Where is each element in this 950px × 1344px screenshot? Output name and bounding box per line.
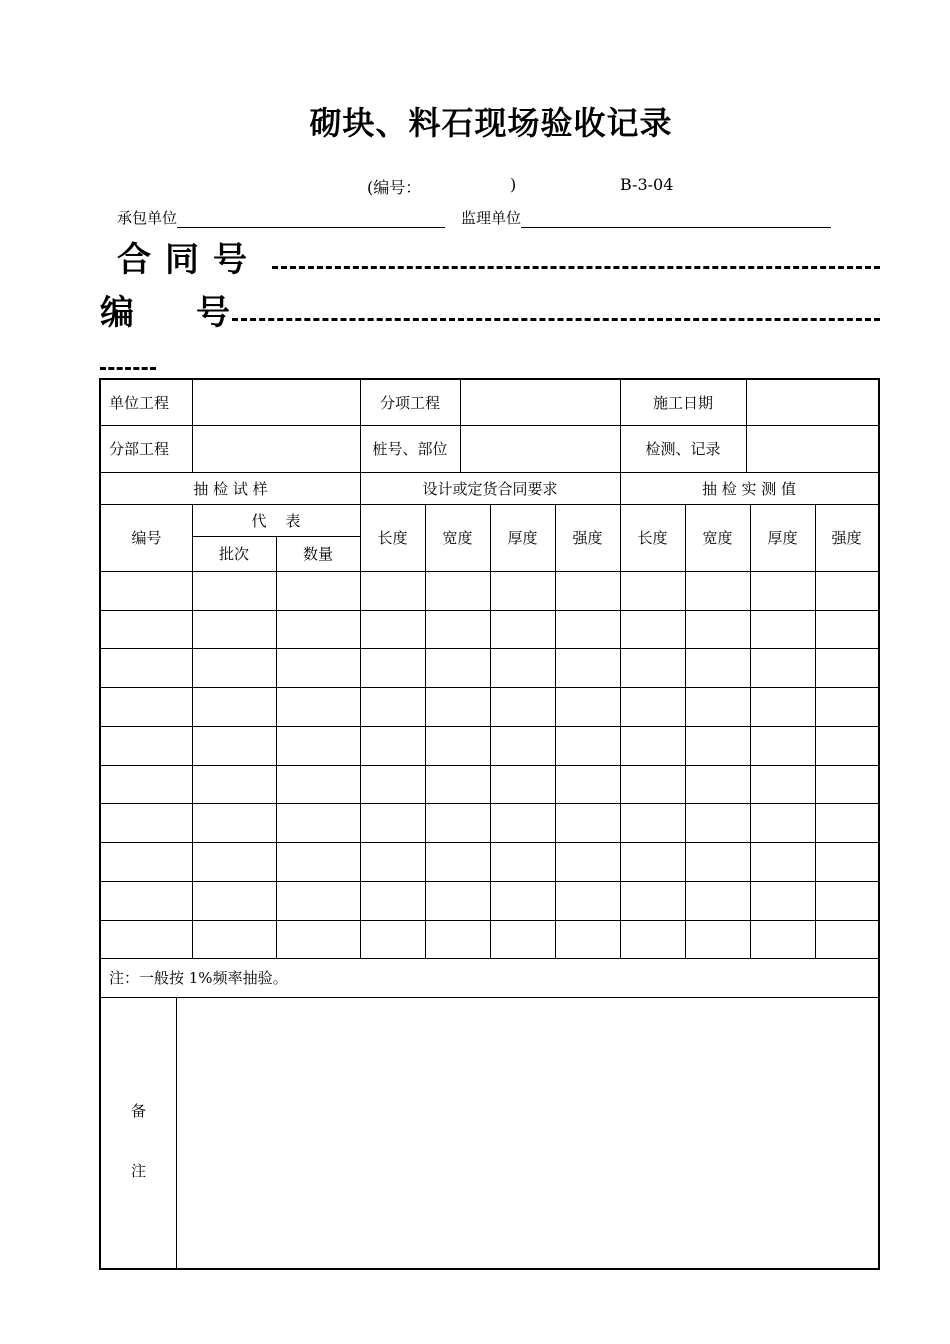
remarks-area[interactable] [177,998,878,1268]
measured-width-header: 宽度 [702,529,733,547]
col-divider [490,504,491,958]
supervisor-field[interactable] [461,207,831,228]
remarks-label-1: 备 [130,1101,146,1120]
serial-label-1: 编 [100,293,134,333]
col-divider [192,504,193,958]
note-text: 注：一般按 1%频率抽验。 [109,969,288,987]
form-code: B-3-04 [620,175,674,194]
quantity-col-header: 数量 [302,545,333,563]
number-label: (编号： [367,178,422,197]
contractor-line [177,213,445,228]
unit-project-label: 单位工程 [109,394,170,412]
col-divider [750,504,751,958]
construction-date-label: 施工日期 [652,394,713,412]
serial-label-2: 号 [196,293,230,333]
design-header: 设计或定货合同要求 [422,479,558,498]
supervisor-line [521,213,831,228]
number-col-header: 编号 [131,529,162,547]
measured-thickness-header: 厚度 [767,529,798,547]
design-width-header: 宽度 [442,529,473,547]
supervisor-label: 监理单位 [461,209,522,227]
col-divider [685,504,686,958]
measured-length-header: 长度 [637,529,668,547]
contract-no-line[interactable] [272,266,880,269]
design-thickness-header: 厚度 [507,529,538,547]
subitem-project-label: 分项工程 [379,394,440,412]
design-length-header: 长度 [377,529,408,547]
unit-project-value[interactable] [193,380,360,425]
col-divider [360,504,361,958]
col-divider [425,504,426,958]
measured-header: 抽 检 实 测 值 [701,479,797,498]
design-strength-header: 强度 [572,529,603,547]
division-project-label: 分部工程 [109,440,170,458]
serial-line-continued [100,367,156,370]
subitem-project-value[interactable] [461,380,620,425]
inspection-record-value[interactable] [747,425,878,472]
measured-strength-header: 强度 [831,529,862,547]
page-title: 砌块、料石现场验收记录 [309,104,673,142]
division-project-value[interactable] [193,425,360,472]
inspection-record-label: 检测、记录 [645,440,721,458]
col-divider [815,504,816,958]
col-divider [620,504,621,958]
inspection-form [99,378,880,1270]
station-part-label: 桩号、部位 [372,440,448,458]
remarks-label-2: 注 [130,1161,146,1180]
contractor-field[interactable] [117,207,445,228]
represent-header: 代 表 [251,511,301,530]
col-divider [555,504,556,958]
serial-line[interactable] [232,318,880,321]
construction-date-value[interactable] [747,380,878,425]
station-part-value[interactable] [461,425,620,472]
batch-col-header: 批次 [218,545,249,563]
col-divider [276,536,277,958]
contract-no-label: 合同号 [117,240,261,280]
sample-header: 抽 检 试 样 [193,479,268,498]
contractor-label: 承包单位 [117,209,178,227]
number-close: ) [510,175,517,194]
